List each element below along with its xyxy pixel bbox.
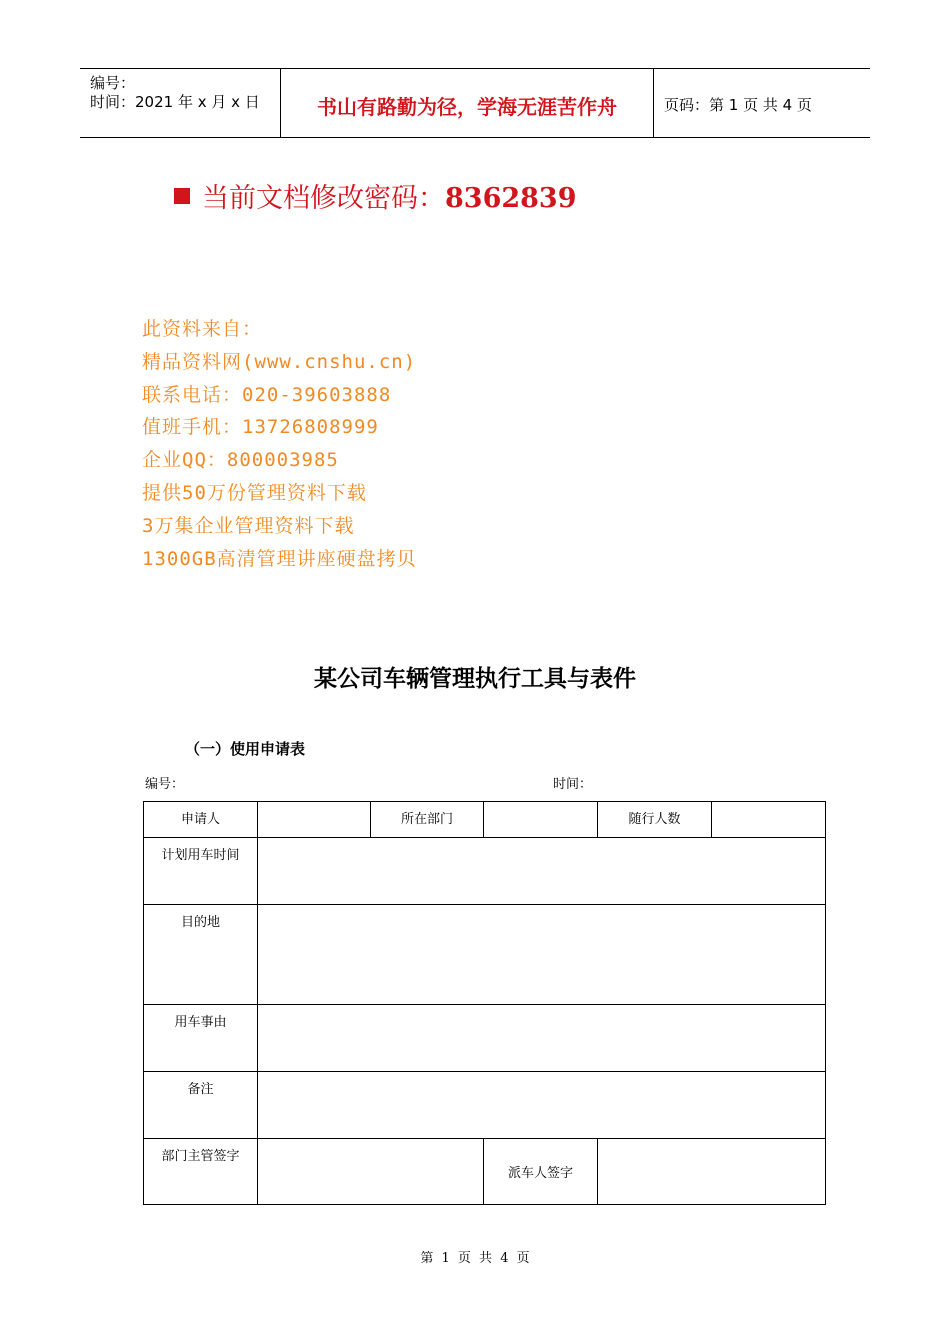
applicant-field[interactable] [258,802,371,838]
remarks-label: 备注 [144,1072,258,1139]
reason-label: 用车事由 [144,1005,258,1072]
page-footer: 第 1 页 共 4 页 [420,1251,530,1266]
header-page-label: 页码：第 1 页 共 4 页 [664,96,812,114]
manager-sign-field[interactable] [258,1139,484,1205]
reason-field[interactable] [258,1005,826,1072]
table-row [144,1139,826,1205]
section-heading: （一）使用申请表 [185,740,306,758]
usage-application-form [143,801,826,1205]
password-code: 8362839 [445,183,577,214]
header-time-label: 时间：2021 年 x 月 x 日 [90,93,260,111]
companions-field[interactable] [712,802,826,838]
square-bullet-icon [174,188,190,204]
source-line: 值班手机：13726808999 [142,416,379,439]
source-line: 精品资料网(www.cnshu.cn) [142,350,417,373]
applicant-label: 申请人 [144,802,258,838]
planned-time-label: 计划用车时间 [144,838,258,905]
destination-field[interactable] [258,905,826,1005]
header-info-cell [80,69,281,137]
source-info-block [142,313,417,575]
header-motto: 书山有路勤为径，学海无涯苦作舟 [317,95,617,119]
remarks-field[interactable] [258,1072,826,1139]
manager-sign-label: 部门主管签字 [144,1139,258,1205]
source-line: 提供50万份管理资料下载 [142,481,367,504]
table-row [144,838,826,905]
form-time-label: 时间： [553,777,593,792]
companions-label: 随行人数 [598,802,712,838]
source-line: 3万集企业管理资料下载 [142,514,355,537]
password-notice [174,176,577,215]
source-line: 此资料来自： [142,318,263,340]
department-field[interactable] [484,802,598,838]
header-page-cell [654,69,870,137]
department-label: 所在部门 [371,802,484,838]
header-motto-cell [281,69,654,137]
dispatcher-sign-label: 派车人签字 [484,1139,598,1205]
table-row [144,905,826,1005]
header-number-label: 编号： [90,74,136,92]
document-title: 某公司车辆管理执行工具与表件 [314,665,636,692]
destination-label: 目的地 [144,905,258,1005]
source-line: 联系电话：020-39603888 [142,383,392,406]
dispatcher-sign-field[interactable] [598,1139,826,1205]
source-line: 1300GB高清管理讲座硬盘拷贝 [142,547,417,570]
table-row [144,802,826,838]
table-row [144,1072,826,1139]
table-row [144,1005,826,1072]
password-label: 当前文档修改密码： [202,183,445,214]
source-line: 企业QQ：800003985 [142,449,339,472]
planned-time-field[interactable] [258,838,826,905]
form-number-label: 编号： [145,777,185,792]
document-header [80,68,870,138]
